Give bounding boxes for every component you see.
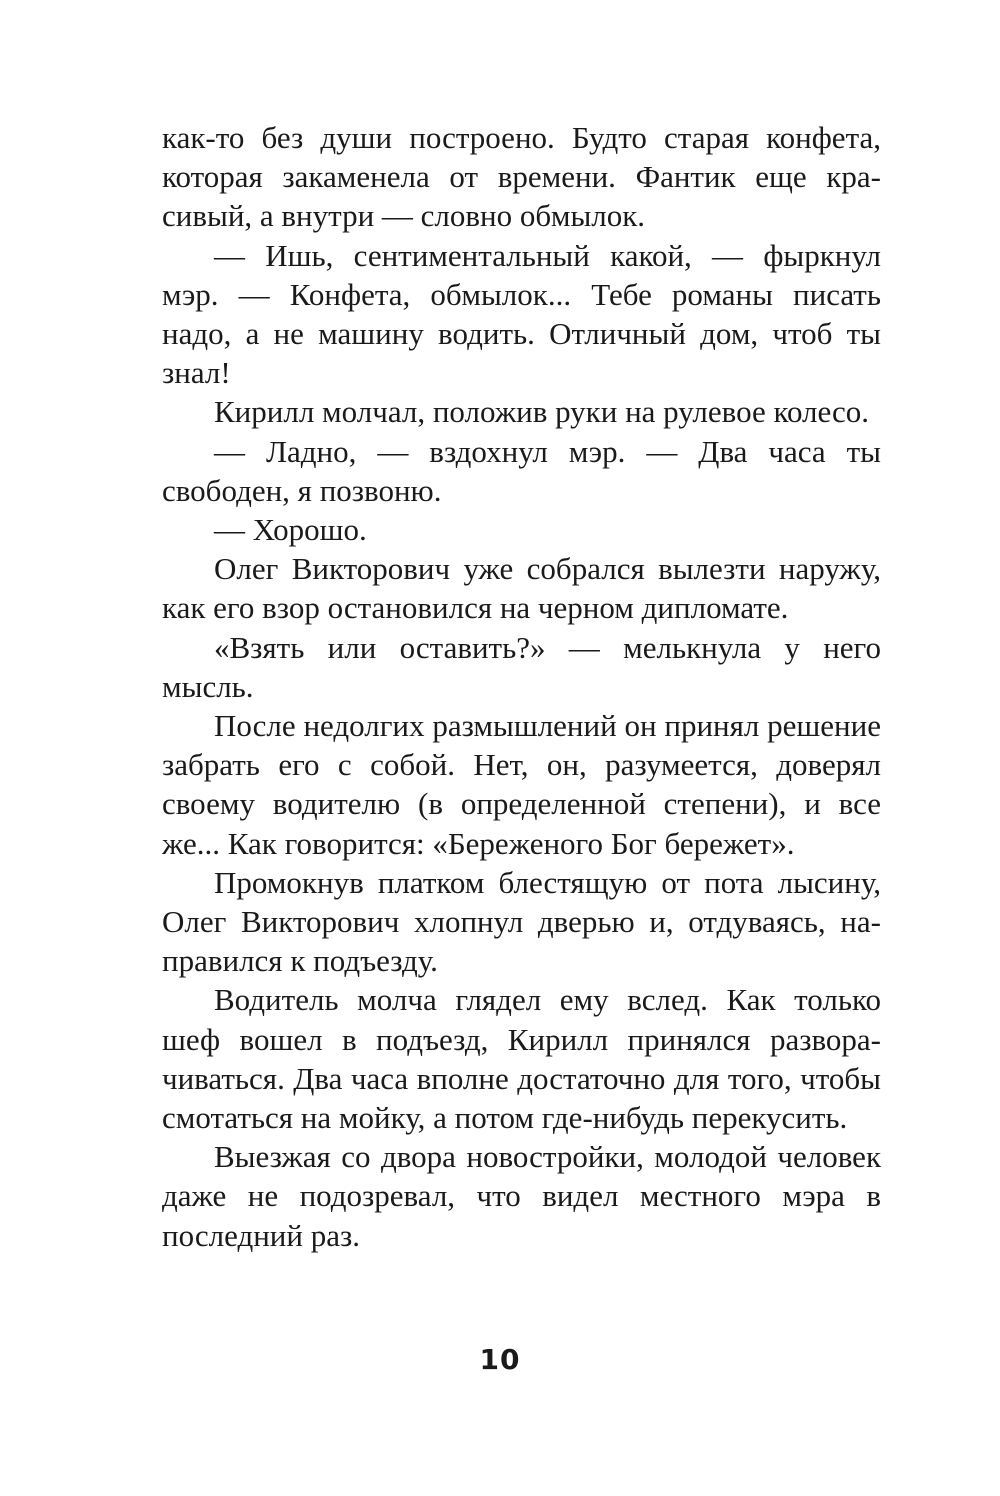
paragraph-11: Выезжая со двора новостройки, молодой человек даже не подозревал, что видел местного мэра в последний раз. <box>162 1139 881 1253</box>
paragraph-1: как-то без души построено. Будто старая конфета, которая закаменела от времени. Фантик еще красивый, а внутри — словно обмылок. <box>162 120 881 234</box>
paragraph-8: После недолгих размышлений он принял решение забрать его с собой. Нет, он, разумеется, доверял своему водителю (в определенной степени), и все же... Как говорится: «Береженого Бог бережет». <box>162 708 881 861</box>
paragraph-5: — Хорошо. <box>214 512 367 548</box>
paragraph-4: — Ладно, — вздохнул мэр. — Два часа ты свободен, я позвоню. <box>162 433 881 508</box>
paragraph-3: Кирилл молчал, положив руки на рулевое колесо. <box>214 394 870 430</box>
paragraph-6: Олег Викторович уже собрался вылезти наружу, как его взор остановился на черном дипломате. <box>162 551 881 626</box>
page-number: 10 <box>479 1343 521 1376</box>
paragraph-9: Промокнув платком блестящую от пота лысину, Олег Викторович хлопнул дверью и, отдуваясь, направился к подъезду. <box>162 864 881 979</box>
page-text <box>162 118 881 1255</box>
paragraph-10: Водитель молча глядел ему вслед. Как только шеф вошел в подъезд, Кирилл принялся разворачиваться. Два часа вполне достаточно для того, чтобы смотаться на мойку, а потом где-нибудь перекусить. <box>162 982 881 1136</box>
paragraph-7: «Взять или оставить?» — мелькнула у него мысль. <box>162 629 881 704</box>
paragraph-2: — Ишь, сентиментальный какой, — фыркнул мэр. — Конфета, обмылок... Тебе романы писать надо, а не машину водить. Отличный дом, чтоб ты знал! <box>162 237 881 391</box>
